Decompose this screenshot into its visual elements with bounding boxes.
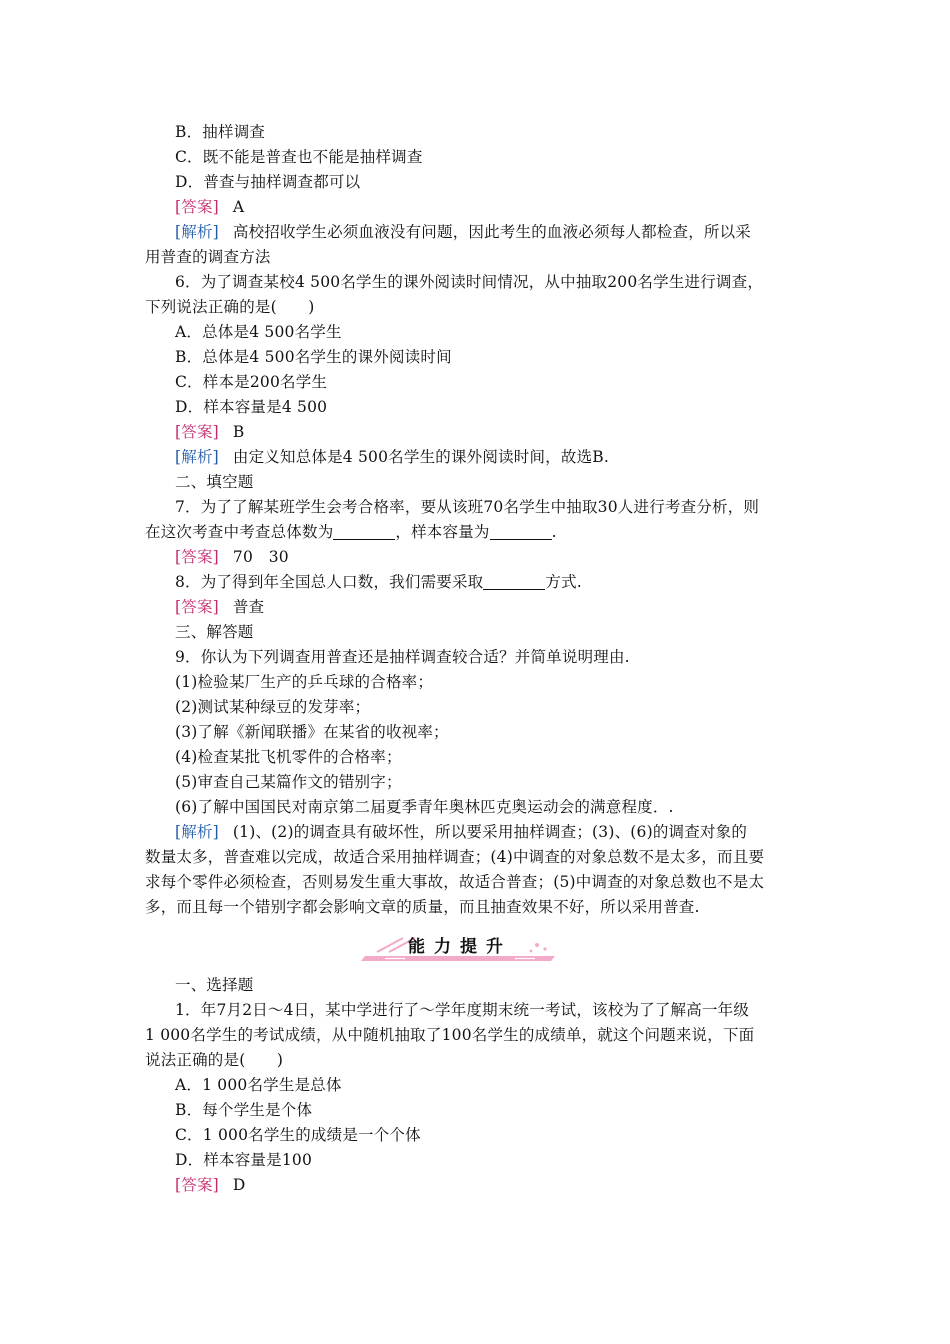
q9-analysis-continued-1: 数量太多，普查难以完成，故适合采用抽样调查；(4)中调查的对象总数不是太多，而且要 [145,848,765,866]
blank-2 [490,523,552,540]
q9-item-6: (6)了解中国国民对南京第二届夏季青年奥林匹克奥运动会的满意程度．. [175,798,674,816]
q9-analysis-continued-3: 多，而且每一个错别字都会影响文章的质量，而且抽查效果不好，所以采用普查. [145,898,700,916]
q6-option-b: B．总体是4 500名学生的课外阅读时间 [175,348,452,366]
q1-answer-line [175,1173,810,1198]
question-7: 7．为了了解某班学生会考合格率，要从该班70名学生中抽取30人进行考查分析，则 [175,498,760,516]
q6-option-a: A．总体是4 500名学生 [175,323,342,341]
section-solve: 三、解答题 [175,623,254,641]
answer-value: A [232,198,245,216]
analysis-tag: [解析] [175,823,219,841]
question-1-continued-1: 1 000名学生的考试成绩，从中随机抽取了100名学生的成绩单，就这个问题来说，下面 [145,1026,755,1044]
question-7-continued: 在这次考查中考查总体数为 ，样本容量为 . [145,523,557,541]
answer-value: B [232,423,245,441]
q9-item-3: (3)了解《新闻联播》在某省的收视率； [175,723,449,741]
answer-tag: [答案] [175,548,219,566]
q9-item-5: (5)审查自己某篇作文的错别字； [175,773,402,791]
q1-option-d: D．样本容量是100 [175,1151,313,1169]
answer-tag: [答案] [175,598,219,616]
section-fill-in: 二、填空题 [175,473,254,491]
answer-tag: [答案] [175,423,219,441]
option-d: D．普查与抽样调查都可以 [175,173,361,191]
analysis-tag: [解析] [175,223,219,241]
analysis-text: 高校招收学生必须血液没有问题，因此考生的血液必须每人都检查，所以采 [232,223,752,241]
answer-tag: [答案] [175,1176,219,1194]
q6-analysis-line [175,445,810,470]
option-c: C．既不能是普查也不能是抽样调查 [175,148,423,166]
q1-option-a: A．1 000名学生是总体 [175,1076,342,1094]
q6-option-d: D．样本容量是4 500 [175,398,328,416]
q1-option-c: C．1 000名学生的成绩是一个个体 [175,1126,421,1144]
q8-answer-line [175,595,810,620]
analysis-tag: [解析] [175,448,219,466]
question-1: 1．年7月2日～4日，某中学进行了～学年度期末统一考试，该校为了了解高一年级 [175,1001,750,1019]
analysis-continued: 用普查的调查方法 [145,248,271,266]
q9-analysis-line [175,820,810,845]
analysis-text: 由定义知总体是4 500名学生的课外阅读时间，故选B. [232,448,609,466]
answer-line [175,195,810,220]
q6-answer-line [175,420,810,445]
q9-item-1: (1)检验某厂生产的乒乓球的合格率； [175,673,434,691]
analysis-line [175,220,810,245]
question-1-continued-2: 说法正确的是( ) [145,1051,284,1069]
q9-item-2: (2)测试某种绿豆的发芽率； [175,698,371,716]
question-6: 6．为了调查某校4 500名学生的课外阅读时间情况，从中抽取200名学生进行调查， [175,273,764,291]
section-choice: 一、选择题 [175,976,254,994]
q7-answer-line [175,545,810,570]
answer-value: 70 30 [232,548,289,566]
blank-1 [333,523,395,540]
answer-value: D [232,1176,246,1194]
answer-value: 普查 [232,598,265,616]
question-8: 8．为了得到年全国总人口数，我们需要采取 方式. [175,573,582,591]
analysis-text: (1)、(2)的调查具有破坏性，所以要采用抽样调查；(3)、(6)的调查对象的 [232,823,748,841]
q6-option-c: C．样本是200名学生 [175,373,328,391]
question-9: 9．你认为下列调查用普查还是抽样调查较合适？并简单说明理由. [175,648,630,666]
section-banner [355,930,565,964]
option-b: B．抽样调查 [175,123,266,141]
blank-3 [483,573,545,590]
answer-tag: [答案] [175,198,219,216]
q9-analysis-continued-2: 求每个零件必须检查，否则易发生重大事故，故适合普查；(5)中调查的对象总数也不是太 [145,873,765,891]
banner-title: 能力提升 [408,937,512,957]
q1-option-b: B．每个学生是个体 [175,1101,313,1119]
q9-item-4: (4)检查某批飞机零件的合格率； [175,748,402,766]
question-6-continued: 下列说法正确的是( ) [145,298,315,316]
